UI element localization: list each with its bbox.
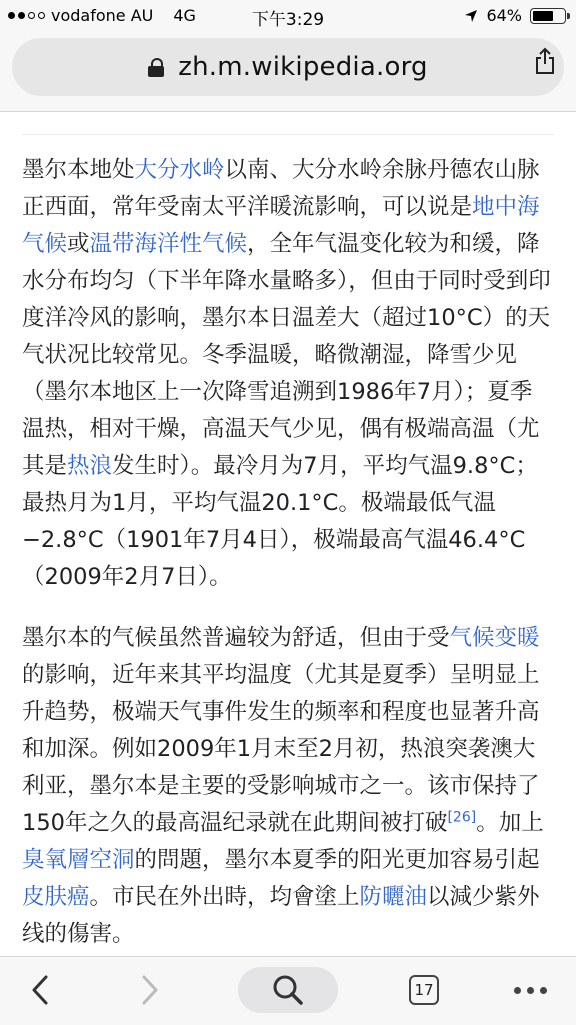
article-link[interactable]: 热浪 [67, 453, 113, 479]
location-arrow-icon [464, 9, 478, 23]
address-bar[interactable] [12, 38, 564, 96]
url-text: zh.m.wikipedia.org [178, 52, 428, 82]
search-icon [272, 974, 304, 1006]
back-button[interactable] [20, 967, 60, 1013]
article-text: 墨尔本的气候虽然普遍较为舒适，但由于受 [22, 625, 450, 651]
article-link[interactable]: 皮肤癌 [22, 884, 90, 910]
chrome-divider [0, 111, 576, 112]
article-link[interactable]: 地中海气候 [22, 194, 540, 257]
tabs-button[interactable] [402, 967, 446, 1013]
status-bar [0, 0, 576, 32]
status-time: 下午3:29 [251, 10, 325, 30]
back-arrow-icon [30, 974, 50, 1006]
section-divider [22, 134, 554, 135]
browser-address-area [0, 32, 576, 112]
article-text: 的問題，墨尔本夏季的阳光更加容易引起 [134, 847, 540, 873]
forward-arrow-icon [140, 974, 160, 1006]
carrier-label: vodafone AU [51, 6, 154, 25]
climate-paragraph-1 [22, 152, 554, 596]
article-link[interactable]: 防曬油 [359, 884, 428, 910]
tab-count: 17 [414, 981, 434, 999]
network-label: 4G [173, 6, 196, 25]
citation-link[interactable]: [26] [447, 809, 477, 826]
more-icon [514, 987, 521, 994]
article-text: 以減少紫外线的傷害。 [22, 884, 540, 947]
article-text: 或 [67, 231, 90, 257]
article-text: 发生时）。最冷月为7月，平均气温9.8°C；最热月为1月，平均气温20.1°C。极端最低气温−2.8°C（1901年7月4日），极端最高气温46.4°C（2009年2月7日）。 [22, 453, 538, 590]
browser-toolbar [0, 956, 576, 1025]
article-text: 以南、大分水岭余脉丹德农山脉正西面，常年受南太平洋暖流影响，可以说是 [22, 157, 540, 220]
search-button[interactable] [238, 967, 338, 1013]
battery-percent: 64% [486, 6, 522, 25]
share-icon[interactable] [534, 47, 556, 75]
climate-paragraph-2 [22, 620, 554, 953]
article-text: 的影响，近年来其平均温度（尤其是夏季）呈明显上升趋势，极端天气事件发生的频率和程度也显著升高和加深。例如2009年1月末至2月初，热浪突袭澳大利亚，墨尔本是主要的受影响城市之一。该市保持了150年之久的最高温纪录就在此期间被打破 [22, 662, 540, 836]
article-link[interactable]: 温带海洋性气候 [89, 231, 248, 257]
article-link[interactable]: 臭氧層空洞 [22, 847, 135, 873]
article-text: 墨尔本地处 [22, 157, 135, 183]
article-text: ，全年气温变化较为和缓，降水分布均匀（下半年降水量略多），但由于同时受到印度洋冷风的影响，墨尔本日温差大（超过10°C）的天气状况比较常见。冬季温暖，略微潮湿，降雪少见（墨尔本地区上一次降雪追溯到1986年7月）；夏季温热，相对干燥，高温天气少见，偶有极端高温（尤其是 [22, 231, 551, 479]
lock-icon [148, 58, 164, 76]
article-link[interactable]: 大分水岭 [134, 157, 225, 183]
article-body [22, 152, 554, 953]
article-text: 。加上 [476, 810, 544, 836]
forward-button[interactable] [130, 967, 170, 1013]
article-text: 。市民在外出時，均會塗上 [89, 884, 360, 910]
article-link[interactable]: 气候变暖 [449, 625, 540, 651]
tabs-icon [409, 975, 439, 1005]
battery-icon [530, 8, 566, 24]
more-button[interactable] [508, 967, 552, 1013]
